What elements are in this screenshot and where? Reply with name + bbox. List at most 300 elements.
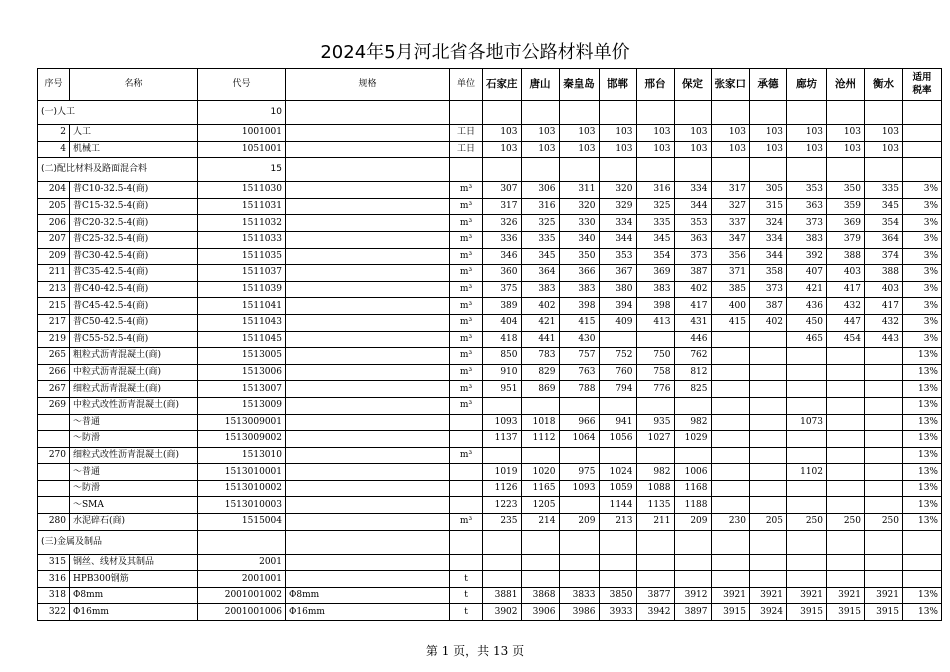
empty-cell	[787, 530, 827, 554]
cell-price: 415	[559, 314, 599, 331]
cell-code: 1511039	[198, 281, 286, 298]
cell-price: 353	[674, 215, 711, 232]
cell-price: 3881	[483, 587, 522, 604]
cell-price	[674, 397, 711, 414]
cell-tax: 13%	[903, 414, 942, 431]
cell-price: 421	[521, 314, 559, 331]
cell-price: 353	[599, 248, 636, 265]
cell-name: ～普通	[70, 414, 198, 431]
cell-seq: 266	[38, 364, 70, 381]
table-row	[38, 298, 942, 315]
cell-price: 1056	[599, 431, 636, 448]
cell-unit: t	[450, 587, 483, 604]
cell-price: 350	[559, 248, 599, 265]
empty-cell	[286, 158, 450, 182]
cell-price: 103	[636, 141, 674, 158]
cell-price	[711, 571, 750, 588]
cell-price: 353	[787, 182, 827, 199]
cell-price: 1064	[559, 431, 599, 448]
cell-price: 103	[521, 125, 559, 142]
cell-code: 1513010001	[198, 464, 286, 481]
section-code	[198, 530, 286, 554]
cell-price: 763	[559, 364, 599, 381]
cell-unit	[450, 480, 483, 497]
cell-price: 1144	[599, 497, 636, 514]
cell-price: 1088	[636, 480, 674, 497]
cell-price	[865, 348, 903, 365]
cell-price	[827, 480, 865, 497]
cell-price: 330	[559, 215, 599, 232]
cell-price	[827, 364, 865, 381]
cell-price: 418	[483, 331, 522, 348]
cell-price	[865, 414, 903, 431]
cell-price: 356	[711, 248, 750, 265]
cell-price: 336	[483, 231, 522, 248]
cell-price: 1093	[483, 414, 522, 431]
cell-price: 951	[483, 381, 522, 398]
header-city: 廊坊	[787, 69, 827, 101]
cell-price	[559, 397, 599, 414]
empty-cell	[674, 530, 711, 554]
cell-price: 447	[827, 314, 865, 331]
cell-price: 344	[599, 231, 636, 248]
cell-price: 383	[636, 281, 674, 298]
cell-price: 3877	[636, 587, 674, 604]
cell-seq: 205	[38, 198, 70, 215]
table-row	[38, 198, 942, 215]
cell-price: 383	[787, 231, 827, 248]
cell-price	[483, 397, 522, 414]
cell-price: 3986	[559, 604, 599, 621]
cell-price: 346	[483, 248, 522, 265]
cell-price: 103	[559, 141, 599, 158]
cell-seq	[38, 480, 70, 497]
cell-code: 1513009002	[198, 431, 286, 448]
cell-price	[865, 364, 903, 381]
cell-spec	[286, 348, 450, 365]
section-row	[38, 101, 942, 125]
table-row	[38, 554, 942, 571]
cell-price: 103	[750, 141, 787, 158]
cell-name: 普C40-42.5-4(商)	[70, 281, 198, 298]
empty-cell	[750, 530, 787, 554]
cell-tax	[903, 554, 942, 571]
table-row	[38, 514, 942, 531]
empty-cell	[787, 101, 827, 125]
cell-spec	[286, 414, 450, 431]
cell-tax: 3%	[903, 231, 942, 248]
cell-price: 103	[599, 141, 636, 158]
section-row	[38, 530, 942, 554]
cell-price	[711, 381, 750, 398]
cell-price	[787, 348, 827, 365]
cell-price: 388	[865, 265, 903, 282]
cell-price	[711, 397, 750, 414]
cell-price	[711, 431, 750, 448]
cell-price: 409	[599, 314, 636, 331]
cell-price: 103	[636, 125, 674, 142]
empty-cell	[450, 101, 483, 125]
cell-price: 385	[711, 281, 750, 298]
cell-price: 250	[787, 514, 827, 531]
cell-price: 975	[559, 464, 599, 481]
cell-unit: m³	[450, 314, 483, 331]
section-title: (三)金属及制品	[38, 530, 198, 554]
empty-cell	[750, 101, 787, 125]
cell-price: 358	[750, 265, 787, 282]
cell-price	[521, 447, 559, 464]
cell-price: 982	[674, 414, 711, 431]
cell-price	[636, 554, 674, 571]
empty-cell	[827, 530, 865, 554]
cell-price	[711, 348, 750, 365]
cell-price: 375	[483, 281, 522, 298]
cell-seq: 270	[38, 447, 70, 464]
cell-price: 103	[711, 141, 750, 158]
cell-price: 1024	[599, 464, 636, 481]
cell-spec	[286, 397, 450, 414]
cell-unit: m³	[450, 331, 483, 348]
cell-price: 446	[674, 331, 711, 348]
cell-price: 250	[865, 514, 903, 531]
cell-name: 普C20-32.5-4(商)	[70, 215, 198, 232]
empty-cell	[483, 530, 522, 554]
cell-tax: 13%	[903, 381, 942, 398]
cell-tax: 3%	[903, 248, 942, 265]
cell-price: 402	[674, 281, 711, 298]
empty-cell	[711, 530, 750, 554]
cell-code: 1511031	[198, 198, 286, 215]
cell-tax: 13%	[903, 364, 942, 381]
cell-price: 825	[674, 381, 711, 398]
cell-tax: 13%	[903, 587, 942, 604]
cell-price: 103	[521, 141, 559, 158]
cell-price: 316	[521, 198, 559, 215]
header-name: 名称	[70, 69, 198, 101]
cell-name: 人工	[70, 125, 198, 142]
header-city: 衡水	[865, 69, 903, 101]
cell-price: 3906	[521, 604, 559, 621]
cell-price: 1093	[559, 480, 599, 497]
cell-price: 3933	[599, 604, 636, 621]
cell-price: 966	[559, 414, 599, 431]
cell-tax: 13%	[903, 431, 942, 448]
cell-price: 103	[827, 125, 865, 142]
cell-unit: m³	[450, 215, 483, 232]
cell-spec	[286, 364, 450, 381]
cell-price	[711, 414, 750, 431]
cell-unit: 工日	[450, 125, 483, 142]
cell-price	[559, 447, 599, 464]
header-city: 唐山	[521, 69, 559, 101]
header-city: 石家庄	[483, 69, 522, 101]
empty-cell	[827, 101, 865, 125]
cell-price	[711, 480, 750, 497]
cell-price: 307	[483, 182, 522, 199]
empty-cell	[865, 158, 903, 182]
cell-code: 1513009	[198, 397, 286, 414]
cell-price	[599, 554, 636, 571]
cell-price	[827, 414, 865, 431]
cell-unit: m³	[450, 281, 483, 298]
cell-price	[599, 571, 636, 588]
cell-price: 935	[636, 414, 674, 431]
cell-price	[865, 381, 903, 398]
cell-name: HPB300钢筋	[70, 571, 198, 588]
cell-price	[827, 348, 865, 365]
empty-cell	[674, 158, 711, 182]
empty-cell	[286, 101, 450, 125]
cell-price: 344	[750, 248, 787, 265]
cell-price: 250	[827, 514, 865, 531]
cell-price	[674, 554, 711, 571]
table-row	[38, 215, 942, 232]
cell-seq: 322	[38, 604, 70, 621]
cell-price: 941	[599, 414, 636, 431]
cell-price: 850	[483, 348, 522, 365]
cell-price	[674, 571, 711, 588]
empty-cell	[865, 101, 903, 125]
cell-price	[865, 480, 903, 497]
cell-price: 337	[711, 215, 750, 232]
cell-price	[711, 331, 750, 348]
cell-unit: m³	[450, 364, 483, 381]
cell-price	[750, 331, 787, 348]
cell-unit	[450, 464, 483, 481]
cell-unit: m³	[450, 447, 483, 464]
cell-price: 3921	[787, 587, 827, 604]
cell-price: 374	[865, 248, 903, 265]
cell-price: 413	[636, 314, 674, 331]
cell-price: 417	[865, 298, 903, 315]
cell-price: 209	[559, 514, 599, 531]
cell-price: 345	[636, 231, 674, 248]
cell-price	[750, 554, 787, 571]
cell-price: 354	[636, 248, 674, 265]
header-city: 沧州	[827, 69, 865, 101]
cell-price: 103	[674, 141, 711, 158]
cell-price	[750, 381, 787, 398]
cell-price: 1205	[521, 497, 559, 514]
cell-price: 326	[483, 215, 522, 232]
cell-price	[750, 348, 787, 365]
cell-price: 3924	[750, 604, 787, 621]
cell-price	[559, 554, 599, 571]
cell-tax: 3%	[903, 198, 942, 215]
table-row	[38, 497, 942, 514]
cell-price: 436	[787, 298, 827, 315]
table-row	[38, 604, 942, 621]
cell-price: 364	[521, 265, 559, 282]
cell-price: 345	[865, 198, 903, 215]
cell-price: 3902	[483, 604, 522, 621]
cell-price	[827, 464, 865, 481]
cell-price: 350	[827, 182, 865, 199]
cell-price	[559, 497, 599, 514]
cell-tax: 3%	[903, 331, 942, 348]
cell-price: 1165	[521, 480, 559, 497]
table-row	[38, 464, 942, 481]
table-row	[38, 397, 942, 414]
cell-price: 1029	[674, 431, 711, 448]
cell-price: 305	[750, 182, 787, 199]
cell-price: 1137	[483, 431, 522, 448]
cell-tax: 13%	[903, 604, 942, 621]
cell-seq: 213	[38, 281, 70, 298]
table-row	[38, 348, 942, 365]
cell-price: 364	[865, 231, 903, 248]
cell-tax: 13%	[903, 464, 942, 481]
cell-price: 757	[559, 348, 599, 365]
header-spec: 规格	[286, 69, 450, 101]
cell-name: 粗粒式沥青混凝土(商)	[70, 348, 198, 365]
empty-cell	[865, 530, 903, 554]
cell-price: 327	[711, 198, 750, 215]
cell-price: 317	[483, 198, 522, 215]
cell-code: 1513010002	[198, 480, 286, 497]
cell-price	[827, 554, 865, 571]
cell-name: 细粒式改性沥青混凝土(商)	[70, 447, 198, 464]
section-code: 15	[198, 158, 286, 182]
table-row	[38, 587, 942, 604]
table-row	[38, 431, 942, 448]
cell-price: 388	[827, 248, 865, 265]
cell-name: ～SMA	[70, 497, 198, 514]
empty-cell	[827, 158, 865, 182]
cell-price	[787, 397, 827, 414]
cell-spec	[286, 298, 450, 315]
cell-price: 394	[599, 298, 636, 315]
cell-price	[483, 554, 522, 571]
cell-name: 机械工	[70, 141, 198, 158]
cell-spec	[286, 281, 450, 298]
cell-unit: m³	[450, 381, 483, 398]
cell-price: 345	[521, 248, 559, 265]
cell-price: 432	[827, 298, 865, 315]
empty-cell	[711, 101, 750, 125]
cell-price	[711, 364, 750, 381]
cell-price: 3921	[750, 587, 787, 604]
table-row	[38, 331, 942, 348]
cell-price	[636, 331, 674, 348]
cell-price: 373	[787, 215, 827, 232]
cell-price	[787, 480, 827, 497]
cell-seq: 211	[38, 265, 70, 282]
cell-unit	[450, 414, 483, 431]
cell-price: 415	[711, 314, 750, 331]
cell-price	[483, 571, 522, 588]
cell-price	[599, 331, 636, 348]
cell-price: 1112	[521, 431, 559, 448]
cell-unit: m³	[450, 514, 483, 531]
cell-price: 910	[483, 364, 522, 381]
cell-price	[483, 447, 522, 464]
cell-name: ～防滑	[70, 431, 198, 448]
cell-price: 430	[559, 331, 599, 348]
cell-price: 812	[674, 364, 711, 381]
cell-spec: Φ8mm	[286, 587, 450, 604]
cell-tax: 3%	[903, 298, 942, 315]
header-city: 邢台	[636, 69, 674, 101]
price-table	[37, 68, 942, 621]
cell-price: 869	[521, 381, 559, 398]
cell-unit	[450, 554, 483, 571]
cell-seq: 207	[38, 231, 70, 248]
cell-price	[865, 431, 903, 448]
cell-price: 380	[599, 281, 636, 298]
header-row	[38, 69, 942, 101]
cell-price: 369	[636, 265, 674, 282]
empty-cell	[903, 158, 942, 182]
empty-cell	[521, 101, 559, 125]
cell-price: 443	[865, 331, 903, 348]
cell-price: 758	[636, 364, 674, 381]
cell-price: 360	[483, 265, 522, 282]
cell-unit: m³	[450, 298, 483, 315]
cell-price: 363	[674, 231, 711, 248]
cell-price	[711, 464, 750, 481]
cell-price: 354	[865, 215, 903, 232]
cell-price: 235	[483, 514, 522, 531]
cell-price: 315	[750, 198, 787, 215]
cell-price: 788	[559, 381, 599, 398]
cell-code: 1511030	[198, 182, 286, 199]
cell-seq: 215	[38, 298, 70, 315]
cell-price	[521, 571, 559, 588]
cell-price	[521, 554, 559, 571]
empty-cell	[483, 101, 522, 125]
cell-unit: m³	[450, 397, 483, 414]
cell-price: 320	[599, 182, 636, 199]
cell-unit	[450, 431, 483, 448]
cell-price: 1223	[483, 497, 522, 514]
cell-price	[559, 571, 599, 588]
cell-price: 783	[521, 348, 559, 365]
cell-price: 379	[827, 231, 865, 248]
cell-price: 383	[559, 281, 599, 298]
empty-cell	[559, 101, 599, 125]
cell-price: 392	[787, 248, 827, 265]
cell-price	[599, 447, 636, 464]
section-title: (一)人工	[38, 101, 198, 125]
cell-price: 317	[711, 182, 750, 199]
cell-spec	[286, 447, 450, 464]
cell-price: 369	[827, 215, 865, 232]
table-row	[38, 381, 942, 398]
cell-price: 325	[636, 198, 674, 215]
cell-price: 3833	[559, 587, 599, 604]
cell-spec	[286, 141, 450, 158]
cell-price: 417	[674, 298, 711, 315]
table-row	[38, 265, 942, 282]
cell-unit: m³	[450, 348, 483, 365]
empty-cell	[711, 158, 750, 182]
table-body	[38, 101, 942, 621]
table-row	[38, 414, 942, 431]
cell-price	[750, 480, 787, 497]
cell-price: 383	[521, 281, 559, 298]
cell-price	[827, 447, 865, 464]
empty-cell	[450, 530, 483, 554]
table-row	[38, 125, 942, 142]
cell-price: 371	[711, 265, 750, 282]
table-row	[38, 141, 942, 158]
cell-name: ～防滑	[70, 480, 198, 497]
cell-code: 1513007	[198, 381, 286, 398]
cell-price: 750	[636, 348, 674, 365]
cell-price: 335	[636, 215, 674, 232]
cell-price	[865, 497, 903, 514]
